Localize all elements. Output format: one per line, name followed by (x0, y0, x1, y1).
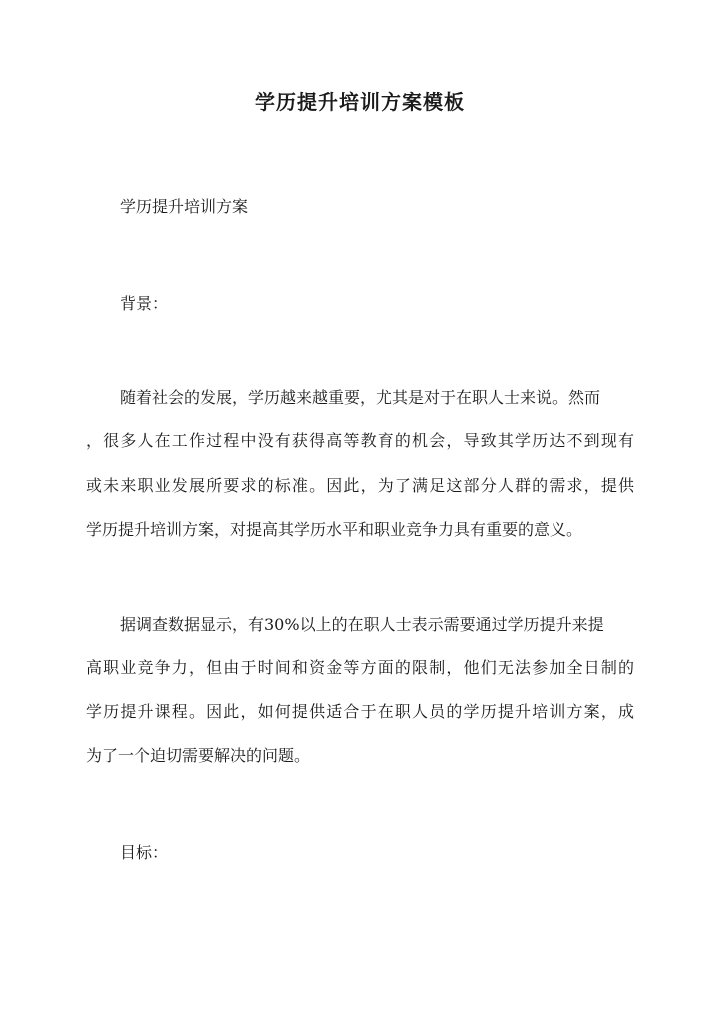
paragraph-line: 或未来职业发展所要求的标准。因此，为了满足这部分人群的需求，提供 (86, 476, 634, 495)
document-title: 学历提升培训方案模板 (255, 90, 465, 114)
paragraph-line: 据调查数据显示，有30%以上的在职人士表示需要通过学历提升来提 (120, 615, 604, 634)
goal-heading: 目标： (120, 843, 169, 862)
paragraph-line: 学历提升培训方案，对提高其学历水平和职业竞争力具有重要的意义。 (86, 520, 583, 539)
background-heading: 背景： (120, 294, 169, 313)
paragraph-line: 为了一个迫切需要解决的问题。 (86, 746, 311, 765)
document-subtitle: 学历提升培训方案 (120, 197, 249, 216)
paragraph-line: 学历提升课程。因此，如何提供适合于在职人员的学历提升培训方案，成 (86, 702, 634, 721)
paragraph-line: ，很多人在工作过程中没有获得高等教育的机会，导致其学历达不到现有 (86, 431, 634, 450)
paragraph-line: 高职业竞争力，但由于时间和资金等方面的限制，他们无法参加全日制的 (86, 658, 634, 677)
paragraph-line: 随着社会的发展，学历越来越重要，尤其是对于在职人士来说。然而 (120, 388, 601, 407)
